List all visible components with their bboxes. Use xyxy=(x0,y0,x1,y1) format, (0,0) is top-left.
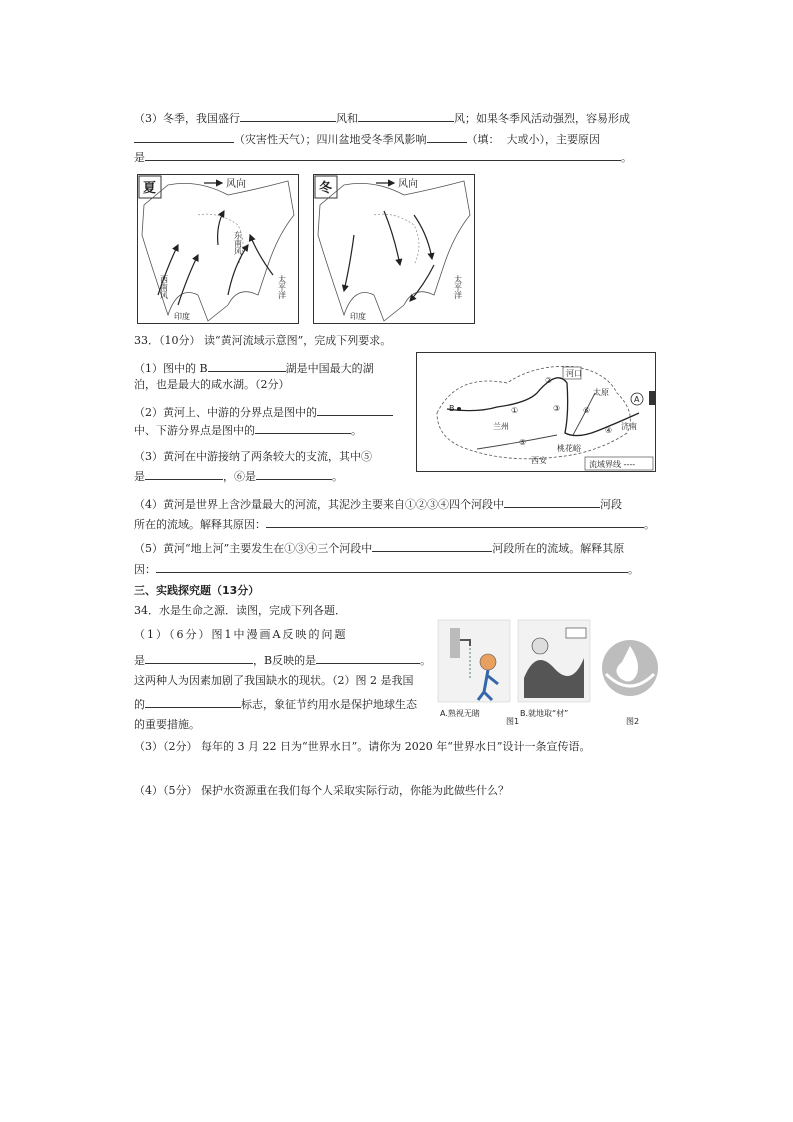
water-figures xyxy=(436,618,660,726)
q34-2-line2: 的重要措施。 xyxy=(134,718,200,731)
text: （填： xyxy=(466,133,500,146)
q34-3: （3）（2分） 每年的 3 月 22 日为“世界水日”。请你为 2020 年“世界水日”设计一条宣传语。 xyxy=(134,740,591,753)
label-taiyuan: 太原 xyxy=(593,388,609,397)
q33-5-line2 xyxy=(134,561,639,577)
text: 。 xyxy=(351,424,362,437)
label-5: ⑤ xyxy=(519,438,527,447)
q34-2-line1 xyxy=(134,696,417,712)
answer-blank[interactable] xyxy=(134,131,234,143)
label-xian: 西安 xyxy=(531,456,547,465)
q32-3-line3 xyxy=(134,149,632,165)
q34-4: （4）（5分） 保护水资源重在我们每个人采取实际行动，你能为此做些什么？ xyxy=(134,784,509,797)
answer-blank[interactable] xyxy=(317,404,393,416)
q33-2-line1 xyxy=(134,404,393,420)
label-lanzhou: 兰州 xyxy=(493,422,509,431)
southwest-wind-label: 西南风 xyxy=(159,275,169,299)
answer-blank[interactable] xyxy=(266,516,644,528)
q33-5-line1 xyxy=(134,540,624,556)
season-label: 冬 xyxy=(319,181,333,196)
caption-a: A.熟视无睹 xyxy=(440,709,480,718)
answer-blank[interactable] xyxy=(145,468,223,480)
q33-2-line2 xyxy=(134,422,362,438)
label-taohuayu: 桃花峪 xyxy=(557,444,581,453)
label-2: ② xyxy=(545,376,553,385)
answer-blank[interactable] xyxy=(316,652,420,664)
text: 所在的流域。解释其原因： xyxy=(134,518,266,531)
text: （灾害性天气）；四川盆地受冬季风影响 xyxy=(234,133,427,146)
winter-monsoon-map xyxy=(313,174,475,324)
text: （3）冬季，我国盛行 xyxy=(134,112,240,125)
label-hekou: 河口 xyxy=(566,369,582,378)
wind-arrow xyxy=(410,265,434,301)
text: 因： xyxy=(134,563,156,576)
wind-arrow xyxy=(250,235,273,275)
wind-arrow xyxy=(384,211,400,265)
q33-4-line1 xyxy=(134,496,622,512)
text: （2）黄河上、中游的分界点是图中的 xyxy=(134,406,317,419)
label-jinan: 济南 xyxy=(621,422,637,431)
sign-board xyxy=(566,628,586,638)
wind-arrow xyxy=(344,235,354,291)
answer-blank[interactable] xyxy=(358,110,454,122)
coast-mark xyxy=(649,391,655,405)
answer-blank[interactable] xyxy=(156,561,628,573)
q34-1-line3: 这两种人为因素加剧了我国缺水的现状。（2）图 2 是我国 xyxy=(134,674,414,687)
q33-title: 33．（10分） 读“黄河流域示意图”，完成下列要求。 xyxy=(134,334,392,347)
text: 湖是中国最大的湖 xyxy=(285,362,374,375)
yellow-river-map-graphic xyxy=(417,353,655,471)
q33-1-line1 xyxy=(134,360,374,376)
answer-blank[interactable] xyxy=(427,131,467,143)
pacific-label: 太平洋 xyxy=(453,275,463,299)
faucet-pipe xyxy=(450,628,460,658)
summer-monsoon-map xyxy=(137,174,299,324)
text: 。 xyxy=(621,151,632,164)
caption-b: B.就地取“材” xyxy=(520,709,569,718)
text: 的 xyxy=(134,698,145,711)
figure-1-label: 图1 xyxy=(506,717,520,726)
text: （5）黄河“地上河”主要发生在①③④三个河段中 xyxy=(134,542,373,555)
label-4: ④ xyxy=(605,426,613,435)
water-figures-graphic xyxy=(436,618,660,726)
q34-title: 34．水是生命之源．读图，完成下列各题． xyxy=(134,604,346,617)
southeast-wind-label: 东南风 xyxy=(233,231,243,255)
indian-ocean-label: 印度 xyxy=(174,312,190,321)
text: 风和 xyxy=(336,112,358,125)
lake-b-marker xyxy=(457,407,461,411)
q32-3-line2 xyxy=(134,131,600,147)
text: ，⑥是 xyxy=(223,470,256,483)
text: 。 xyxy=(332,470,343,483)
text: （4）黄河是世界上含沙量最大的河流，其泥沙主要来自①②③④四个河段中 xyxy=(134,498,504,511)
yellow-river-basin-map xyxy=(416,352,656,472)
text: 。 xyxy=(628,563,639,576)
text: ，B反映的是 xyxy=(253,654,317,667)
label-a: A xyxy=(634,395,640,404)
answer-blank[interactable] xyxy=(240,110,336,122)
label-b: B xyxy=(449,404,455,413)
cartoon-person-head xyxy=(480,654,496,670)
coastline xyxy=(142,181,294,321)
text: 大或小），主要原因 xyxy=(506,133,600,146)
q34-1-line2 xyxy=(134,652,431,668)
q33-1-line2: 泊，也是最大的咸水湖。（2分） xyxy=(134,378,290,391)
border xyxy=(374,214,419,265)
section-3-heading: 三、实践探究题（13分） xyxy=(134,584,260,597)
label-6: ⑥ xyxy=(583,406,591,415)
wind-arrow xyxy=(218,211,224,245)
figure-2-label: 图2 xyxy=(626,717,640,726)
q33-3-line1: （3）黄河在中游接纳了两条较大的支流，其中⑤ xyxy=(134,450,372,463)
q33-3-line2 xyxy=(134,468,343,484)
pacific-label: 太平洋 xyxy=(277,275,287,299)
winter-map-graphic xyxy=(314,175,474,323)
text: 风；如果冬季风活动强烈，容易形成 xyxy=(454,112,630,125)
basin-boundary xyxy=(437,366,630,458)
coastline xyxy=(318,181,470,321)
text: （1）图中的 B xyxy=(134,362,208,375)
wind-arrow xyxy=(178,255,198,305)
q34-1-line1: （1）（6分）图1中漫画A反映的问题 xyxy=(134,628,348,641)
cartoon-a-frame xyxy=(438,620,510,702)
wind-label: 风向 xyxy=(226,179,246,190)
text: 河段所在的流域。解释其原 xyxy=(492,542,625,555)
text: 是 xyxy=(134,151,145,164)
wind-arrow xyxy=(414,215,432,259)
text: 是 xyxy=(134,654,145,667)
season-label: 夏 xyxy=(143,181,157,196)
answer-blank[interactable] xyxy=(145,652,253,664)
text: 河段 xyxy=(600,498,622,511)
legend-label: 流域界线 ---- xyxy=(589,460,636,469)
wei-river xyxy=(477,435,557,449)
answer-blank[interactable] xyxy=(145,149,621,161)
answer-blank[interactable] xyxy=(372,540,492,552)
text: 是 xyxy=(134,470,145,483)
q33-4-line2 xyxy=(134,516,655,532)
text: 标志，象征节约用水是保护地球生态 xyxy=(241,698,417,711)
answer-blank[interactable] xyxy=(504,496,600,508)
summer-map-graphic xyxy=(138,175,298,323)
text: 。 xyxy=(420,654,432,667)
q32-3-line1 xyxy=(134,110,630,126)
answer-blank[interactable] xyxy=(255,422,351,434)
answer-blank[interactable] xyxy=(145,696,241,708)
label-1: ① xyxy=(511,406,519,415)
answer-blank[interactable] xyxy=(208,360,286,372)
indian-ocean-label: 印度 xyxy=(350,312,366,321)
label-3: ③ xyxy=(553,404,561,413)
cartoon-b-head xyxy=(532,638,548,654)
text: 中、下游分界点是图中的 xyxy=(134,424,255,437)
wind-label: 风向 xyxy=(398,179,418,190)
text: 。 xyxy=(644,518,655,531)
answer-blank[interactable] xyxy=(256,468,332,480)
